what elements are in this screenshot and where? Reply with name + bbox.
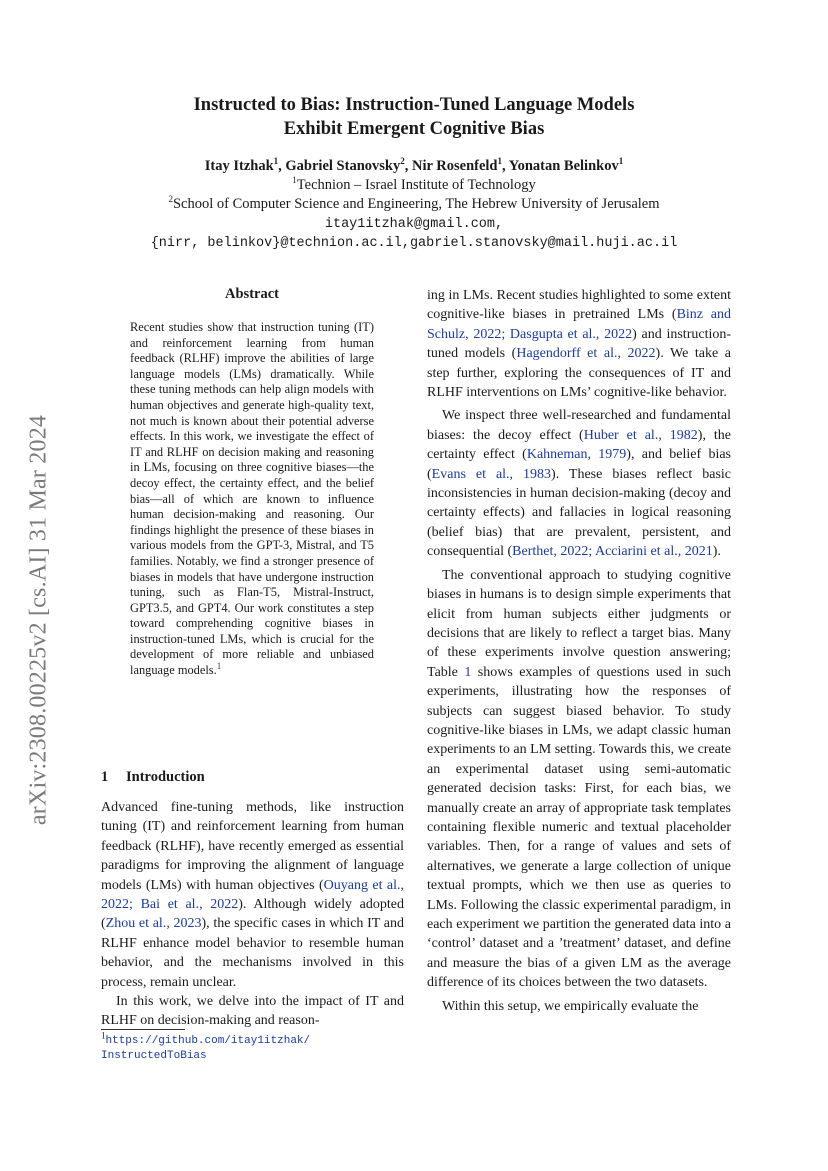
author-name: Yonatan Belinkov [508, 158, 619, 174]
author-affiliation-mark: 1 [273, 156, 279, 167]
author-affiliation-mark: 1 [618, 156, 624, 167]
paper-title [0, 93, 828, 141]
arxiv-identifier [24, 370, 54, 870]
affiliation-1 [0, 177, 828, 194]
author-affiliation-mark: 1 [497, 156, 502, 167]
section-number: 1 [101, 769, 109, 785]
paragraph [427, 566, 731, 993]
citation-link[interactable]: Kahneman, 1979 [526, 447, 627, 463]
paragraph-text: We inspect three well-researched and fundamental biases: the decoy effect ( [427, 408, 731, 443]
affiliation-text: Technion – Israel Institute of Technology [296, 177, 536, 193]
citation-link[interactable]: Ouyang et al., 2022; Bai et al., 2022 [101, 877, 404, 913]
left-column-body [101, 798, 404, 1031]
citation-link[interactable]: Hagendorff et al., 2022 [516, 346, 656, 362]
author-list: Itay Itzhak$^1$, Gabriel Stanovsky$^2$, Nir Rosenfeld$^1$, Yonatan Belinkov$^1$ [204, 156, 624, 174]
affiliation-text: School of Computer Science and Engineering, The Hebrew University of Jerusalem [172, 196, 660, 212]
paragraph-text: Advanced fine-tuning methods, like instruction tuning (IT) and reinforcement learning from human feedback (RLHF), have recently emerged as essential paradigms for improving the alignment of language models (LMs) with human objectives ( [101, 800, 404, 893]
footnote-url[interactable]: https://github.com/itay1itzhak/ [105, 1035, 311, 1047]
email-line-2: {nirr, belinkov}@technion.ac.il,gabriel.stanovsky@mail.huji.ac.il [150, 236, 678, 251]
section-title: Introduction [126, 769, 205, 785]
author-name: Nir Rosenfeld [411, 158, 498, 174]
section-heading [101, 769, 205, 786]
paragraph-text: shows examples of questions used in such experiments, illustrating how the responses of subjects can suggest biased behavior. To study cognitive-like biases in LMs, we adapt classic human experiments to an LM setting. Towards this, we create an experimental dataset using semi-automatic generated decision tasks: First, for each bias, we manually create an array of appropriate task templates containing flexible numeric and textual placeholder variables. Then, for a range of values and sets of alternatives, we generate a large collection of unique textual prompts, which we then use as queries to LMs. Following the classic experimental paradigm, in each experiment we partition the generated data into a ‘control’ dataset and a ’treatment’ dataset, and define and measure the bias of a given LM as the average difference of its choices between the two datasets. [427, 664, 731, 991]
right-column-body [427, 286, 731, 1020]
citation-link[interactable]: Evans et al., 1983 [431, 466, 552, 482]
title-line-2: Exhibit Emergent Cognitive Bias [283, 119, 545, 139]
paragraph-text: ). These biases reflect basic inconsistencies in human decision-making (decoy and certainty effects) and fallacies in logical reasoning (belief bias) that are prevalent, persistent, and consequential ( [427, 466, 732, 560]
abstract-heading: Abstract [225, 286, 279, 302]
abstract-text: Recent studies show that instruction tuning (IT) and reinforcement learning from human feedback (RLHF) improve the abilities of large language models (LMs) dramatically. While these tuning methods can help align models with human objectives and generate high-quality text, not much is known about their potential adverse effects. In this work, we investigate the effect of IT and RLHF on decision making and reasoning in LMs, focusing on three cognitive biases—the decoy effect, the certainty effect, and the belief bias—all of which are known to influence human decision-making and reasoning. Our findings highlight the presence of these biases in various models from the GPT-3, Mistral, and T5 families. Notably, we find a stronger presence of biases in models that have undergone instruction tuning, such as Flan-T5, Mistral-Instruct, GPT3.5, and GPT4. Our work constitutes a step toward comprehending cognitive biases in instruction-tuned LMs, which is crucial for the development of more reliable and unbiased language models. [130, 320, 374, 678]
author-name: Itay Itzhak [204, 158, 274, 174]
paragraph-text: ), and belief bias ( [427, 447, 731, 482]
citation-link[interactable]: Binz and Schulz, 2022; Dasgupta et al., 2022 [427, 307, 732, 342]
paragraph: In this work, we delve into the impact of IT and RLHF on decision-making and reason- [101, 994, 404, 1029]
paragraph-text: ing in LMs. Recent studies highlighted to some extent cognitive-like biases in pretrained LMs ( [427, 288, 731, 323]
author-name: Gabriel Stanovsky [285, 158, 401, 174]
table-ref-link[interactable]: 1 [464, 664, 472, 680]
abstract-body [130, 320, 374, 679]
arxiv-identifier-text: arXiv:2308.00225v2 [cs.AI] 31 Mar 2024 [25, 414, 52, 826]
footnote-ref[interactable]: 1 [216, 660, 222, 671]
paragraph [101, 798, 404, 992]
paragraph-text: The conventional approach to studying cognitive biases in humans is to design simple experiments that elicit from human subjects either judgments or decisions that are likely to reflect a target bias. Many of these experiments involve question answering; Table [427, 567, 731, 680]
paragraph-text: ) and instruction-tuned models ( [427, 326, 732, 362]
paragraph [427, 406, 731, 561]
paragraph-text: ), the certainty effect ( [427, 427, 731, 463]
paragraph-text: ). We take a step further, exploring the consequences of IT and RLHF interventions on LMs’ cognitive-like behavior. [427, 346, 731, 401]
footnote [101, 1030, 404, 1064]
paragraph: Within this setup, we empirically evaluate the [442, 998, 699, 1014]
citation-link[interactable]: Berthet, 2022; Acciarini et al., 2021 [512, 544, 713, 560]
affiliation-2 [0, 196, 828, 213]
paragraph-text: ). [712, 544, 721, 560]
paragraph-text: ). Although widely adopted ( [101, 897, 405, 932]
footnote-mark: 1 [101, 1030, 106, 1041]
citation-link[interactable]: Huber et al., 1982 [583, 427, 698, 443]
citation-link[interactable]: Zhou et al., 2023 [105, 916, 202, 932]
footnote-url-continued[interactable]: InstructedToBias [101, 1050, 207, 1062]
author-affiliation-mark: 2 [400, 156, 405, 167]
title-line-1: Instructed to Bias: Instruction-Tuned Language Models [193, 95, 635, 115]
affiliation-mark: 2 [168, 194, 173, 205]
paragraph-text: ), the specific cases in which IT and RLHF enhance model behavior to resemble human behavior, and the mechanisms involved in this process, remain unclear. [101, 916, 404, 990]
paragraph [427, 286, 731, 402]
footnote-rule [101, 1029, 185, 1030]
email-line-1: itay1itzhak@gmail.com, [324, 217, 504, 232]
affiliation-mark: 1 [292, 175, 297, 186]
